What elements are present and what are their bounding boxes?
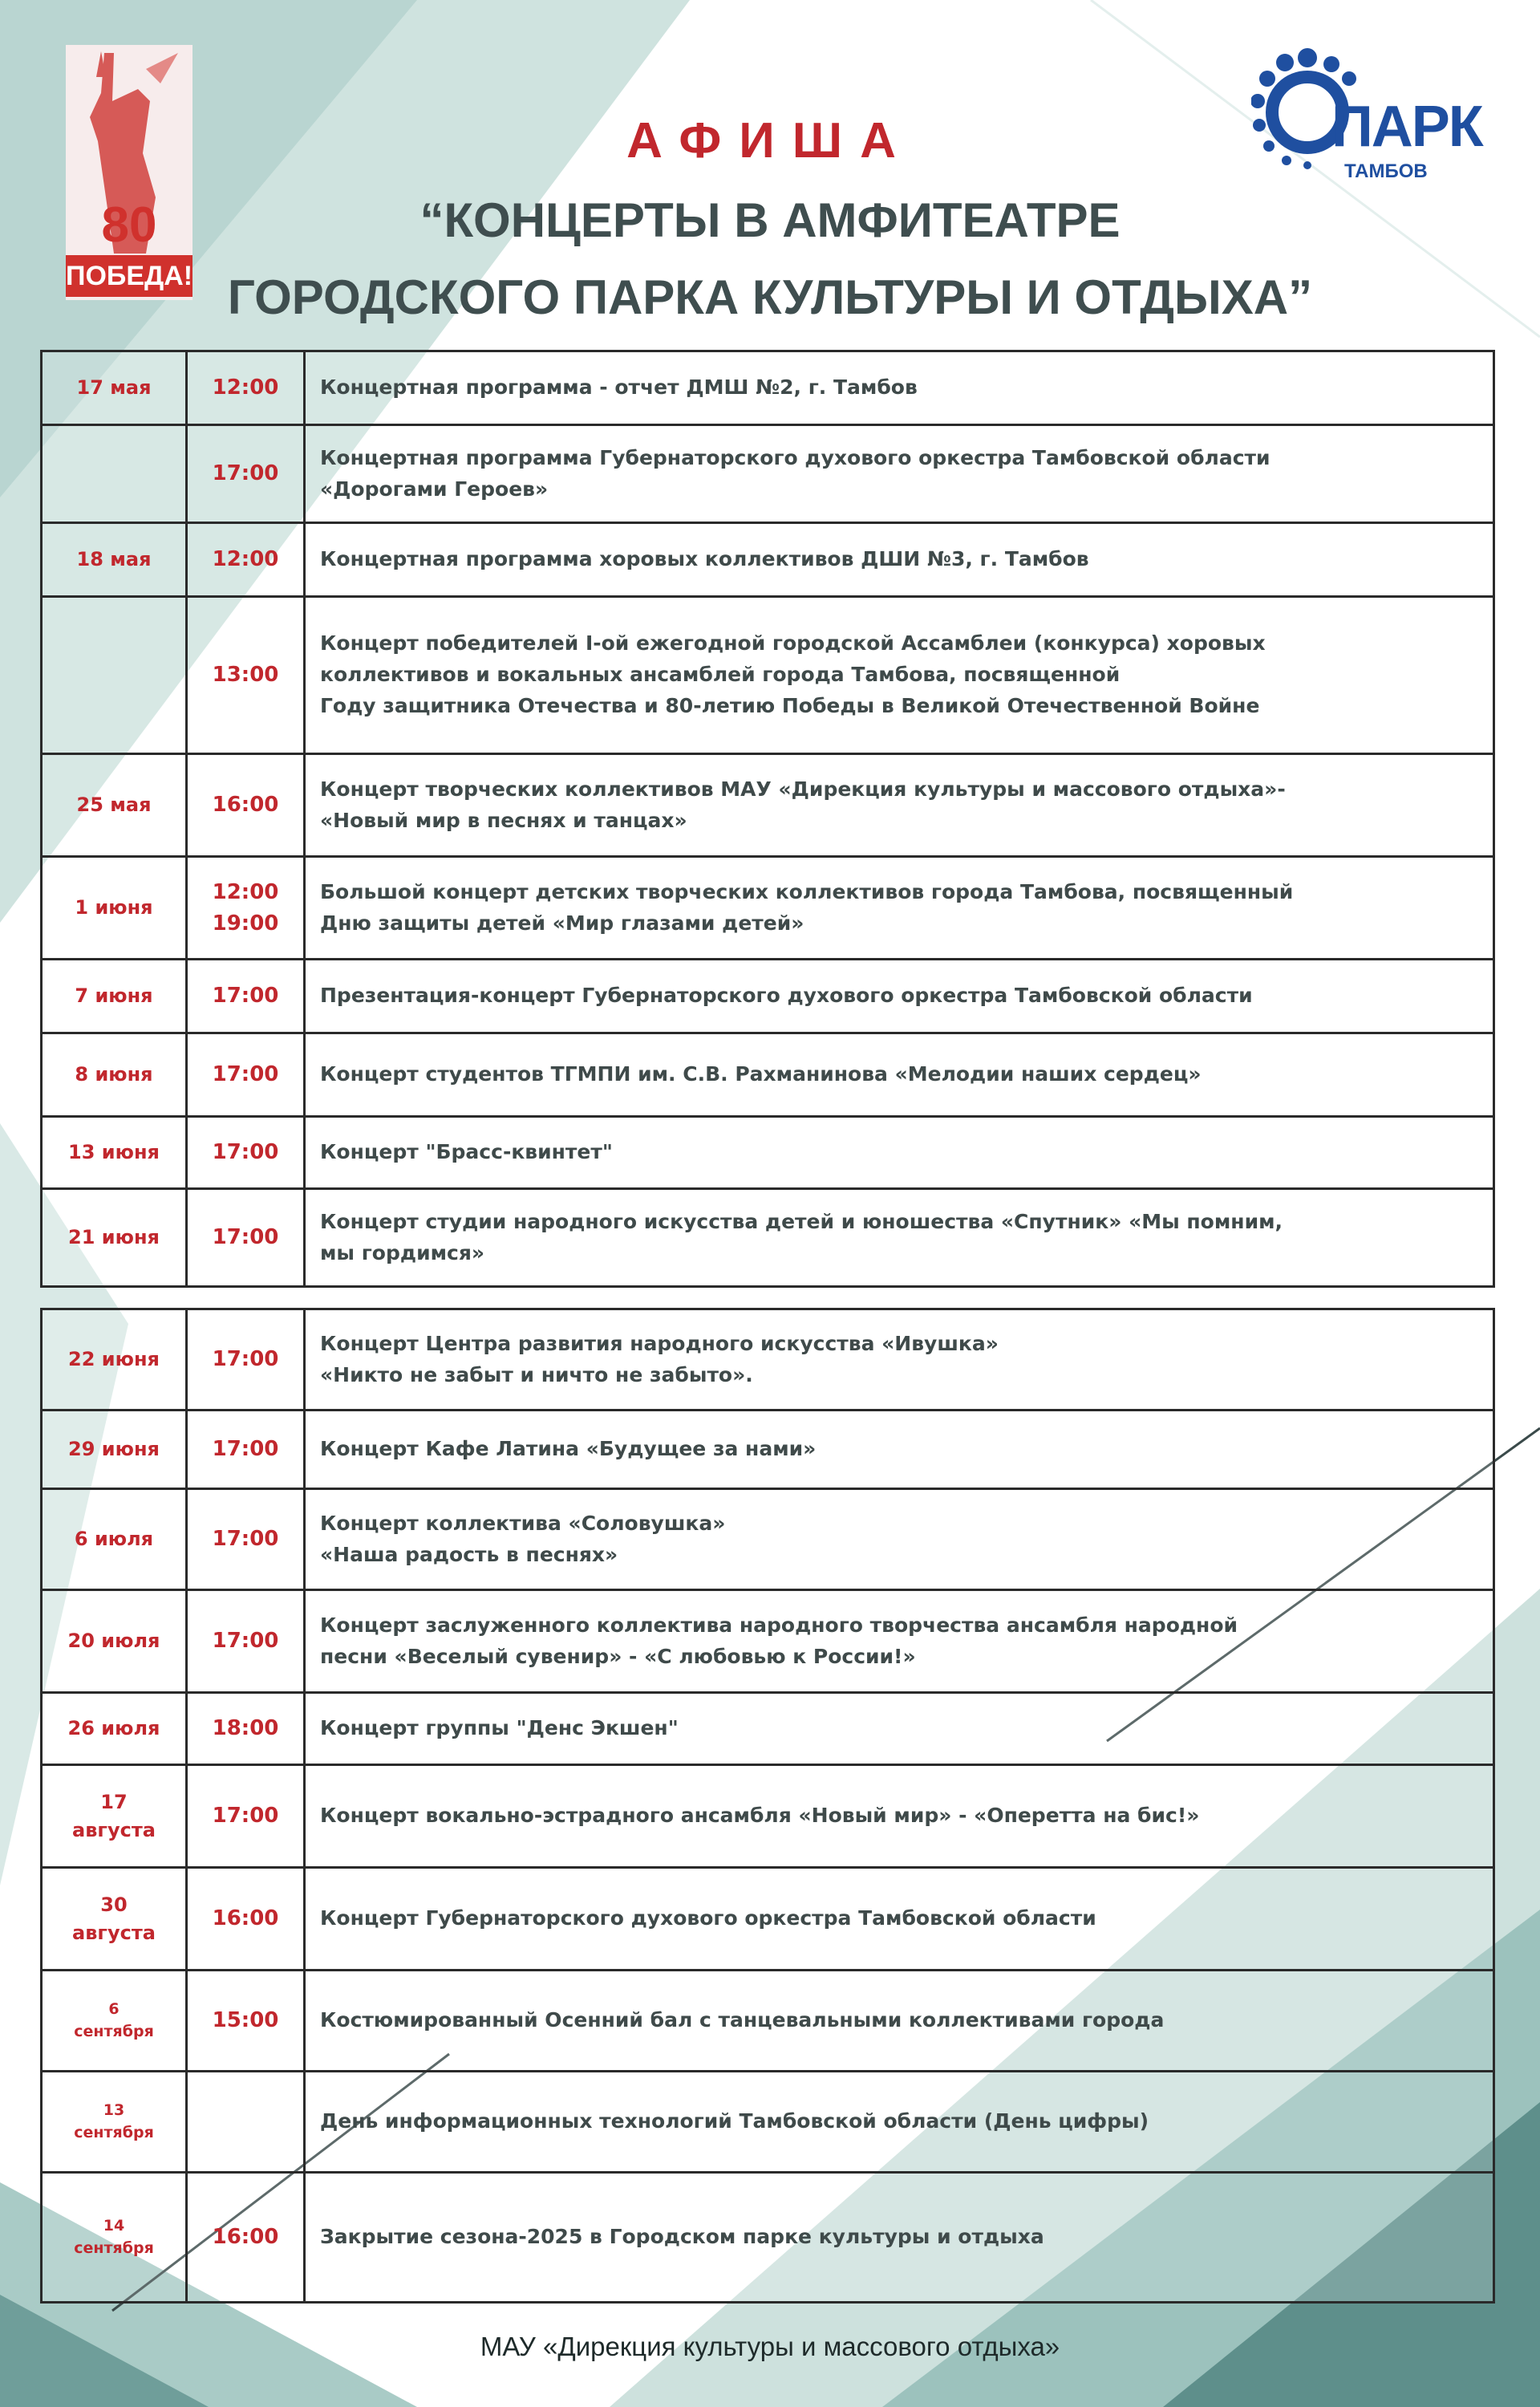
event-date: 22 июня (42, 1309, 187, 1411)
event-description: Большой концерт детских творческих коллективов города Тамбова, посвященный Дню защиты детей «Мир глазами детей» (305, 857, 1494, 960)
event-description: Концертная программа Губернаторского духового оркестра Тамбовской области «Дорогами Героев» (305, 425, 1494, 523)
event-description: Концертная программа хоровых коллективов ДШИ №3, г. Тамбов (305, 523, 1494, 597)
event-description: Концерт вокально-эстрадного ансамбля «Новый мир» - «Оперетта на бис!» (305, 1765, 1494, 1868)
event-description: День информационных технологий Тамбовской области (День цифры) (305, 2072, 1494, 2173)
schedule-table-part-1 (40, 350, 1495, 1288)
event-description: Закрытие сезона-2025 в Городском парке культуры и отдыха (305, 2173, 1494, 2303)
park-logo-city: ТАМБОВ (1344, 160, 1428, 182)
event-time: 12:00 (187, 523, 305, 597)
event-description: Концерт Центра развития народного искусства «Ивушка» «Никто не забыт и ничто не забыто». (305, 1309, 1494, 1411)
event-date (42, 425, 187, 523)
event-time: 15:00 (187, 1971, 305, 2072)
poster-title-line-2: ГОРОДСКОГО ПАРКА КУЛЬТУРЫ И ОТДЫХА” (227, 270, 1313, 324)
event-time: 17:00 (187, 1309, 305, 1411)
event-description: Костюмированный Осенний бал с танцевальными коллективами города (305, 1971, 1494, 2072)
event-date: 6 июля (42, 1489, 187, 1590)
schedule-row (42, 597, 1494, 754)
event-time: 16:00 (187, 2173, 305, 2303)
schedule-row (42, 2173, 1494, 2303)
event-time: 17:00 (187, 1411, 305, 1489)
event-time: 13:00 (187, 597, 305, 754)
schedule-row (42, 1117, 1494, 1189)
event-date: 30 августа (42, 1868, 187, 1971)
event-date: 26 июля (42, 1693, 187, 1765)
poster-heading: АФИША (626, 113, 914, 168)
schedule-row (42, 425, 1494, 523)
event-time: 18:00 (187, 1693, 305, 1765)
event-description: Концерт коллектива «Соловушка» «Наша радость в песнях» (305, 1489, 1494, 1590)
event-time: 17:00 (187, 1189, 305, 1287)
schedule-row (42, 1189, 1494, 1287)
victory-logo-word: ПОБЕДА! (66, 255, 192, 297)
event-description: Концерт "Брасс-квинтет" (305, 1117, 1494, 1189)
schedule-row (42, 351, 1494, 425)
event-time: 17:00 (187, 425, 305, 523)
poster-title-line-1: “КОНЦЕРТЫ В АМФИТЕАТРЕ (419, 193, 1121, 247)
event-date: 13 июня (42, 1117, 187, 1189)
schedule-row (42, 523, 1494, 597)
event-time: 17:00 (187, 1117, 305, 1189)
victory-logo-number: 80 (101, 197, 157, 253)
event-date: 8 июня (42, 1033, 187, 1117)
organizer-footer: МАУ «Дирекция культуры и массового отдыха» (480, 2332, 1060, 2361)
event-date: 6 сентября (42, 1971, 187, 2072)
event-date: 17 мая (42, 351, 187, 425)
event-date: 21 июня (42, 1189, 187, 1287)
event-date: 20 июля (42, 1590, 187, 1693)
schedule-row (42, 1590, 1494, 1693)
schedule-row (42, 2072, 1494, 2173)
event-description: Концерт группы "Денс Экшен" (305, 1693, 1494, 1765)
event-description: Концерт победителей I-ой ежегодной городской Ассамблеи (конкурса) хоровых коллективов и вокальных ансамблей города Тамбова, посвященной Году защитника Отечества и 80-летию Победы в Великой Отечественной Войне (305, 597, 1494, 754)
event-date: 29 июня (42, 1411, 187, 1489)
event-time: 17:00 (187, 1033, 305, 1117)
event-date: 25 мая (42, 754, 187, 857)
schedule-row (42, 1033, 1494, 1117)
schedule-row (42, 1489, 1494, 1590)
schedule-row (42, 1868, 1494, 1971)
event-description: Концерт студентов ТГМПИ им. С.В. Рахманинова «Мелодии наших сердец» (305, 1033, 1494, 1117)
park-logo-word: ПАРК (1331, 95, 1482, 159)
event-description: Концертная программа - отчет ДМШ №2, г. Тамбов (305, 351, 1494, 425)
event-date: 13 сентября (42, 2072, 187, 2173)
schedule-table-part-2 (40, 1308, 1495, 2303)
schedule-row (42, 1971, 1494, 2072)
event-date (42, 597, 187, 754)
schedule-row (42, 1411, 1494, 1489)
event-time: 16:00 (187, 1868, 305, 1971)
event-time: 17:00 (187, 1489, 305, 1590)
event-time: 16:00 (187, 754, 305, 857)
event-date: 7 июня (42, 960, 187, 1033)
event-description: Концерт Губернаторского духового оркестра Тамбовской области (305, 1868, 1494, 1971)
event-date: 17 августа (42, 1765, 187, 1868)
schedule-row (42, 1765, 1494, 1868)
event-description: Концерт творческих коллективов МАУ «Дирекция культуры и массового отдыха»- «Новый мир в песнях и танцах» (305, 754, 1494, 857)
schedule-row (42, 1693, 1494, 1765)
event-date: 1 июня (42, 857, 187, 960)
schedule-row (42, 960, 1494, 1033)
schedule-row (42, 1309, 1494, 1411)
event-description: Концерт Кафе Латина «Будущее за нами» (305, 1411, 1494, 1489)
event-date: 14 сентября (42, 2173, 187, 2303)
event-time: 17:00 (187, 1590, 305, 1693)
schedule-row (42, 754, 1494, 857)
event-time: 17:00 (187, 1765, 305, 1868)
schedule-row (42, 857, 1494, 960)
event-time: 12:00 19:00 (187, 857, 305, 960)
event-time: 12:00 (187, 351, 305, 425)
event-description: Презентация-концерт Губернаторского духового оркестра Тамбовской области (305, 960, 1494, 1033)
event-description: Концерт студии народного искусства детей и юношества «Спутник» «Мы помним, мы гордимся» (305, 1189, 1494, 1287)
event-time: 17:00 (187, 960, 305, 1033)
event-time (187, 2072, 305, 2173)
event-date: 18 мая (42, 523, 187, 597)
event-description: Концерт заслуженного коллектива народного творчества ансамбля народной песни «Веселый сувенир» - «С любовью к России!» (305, 1590, 1494, 1693)
